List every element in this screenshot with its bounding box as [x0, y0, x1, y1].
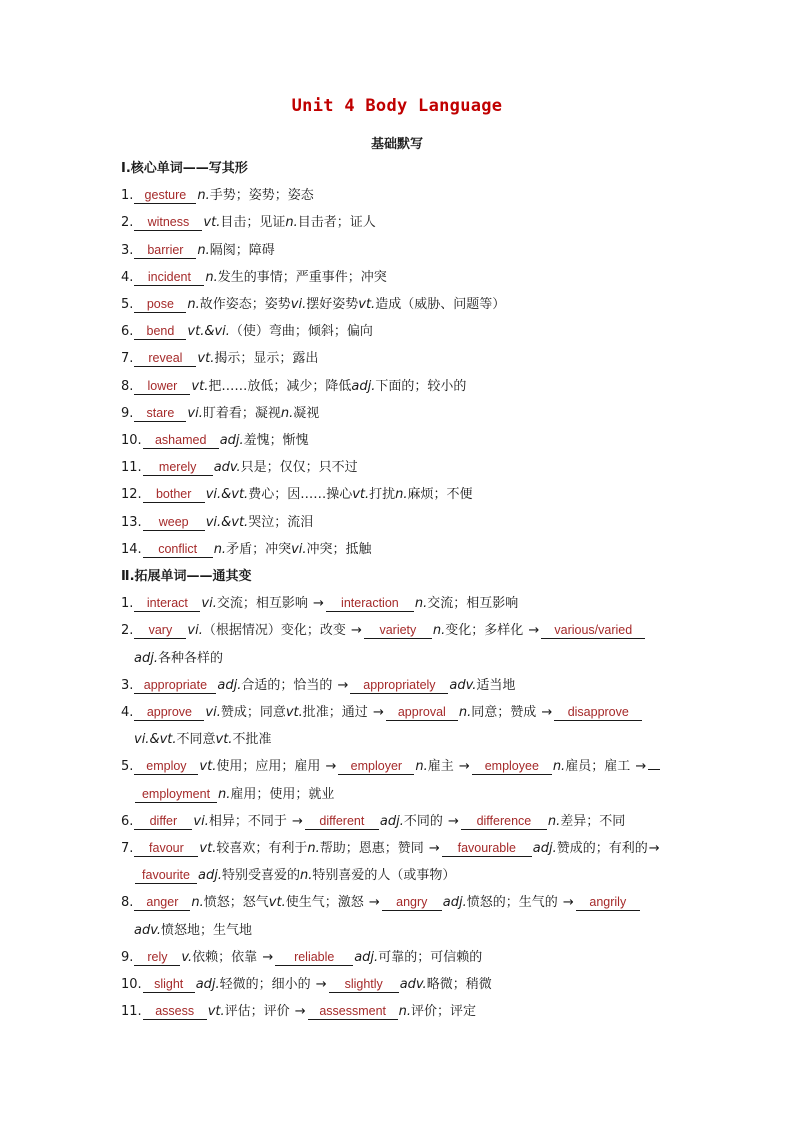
part-of-speech: vt. [199, 841, 217, 856]
part-of-speech: vt. [207, 1004, 225, 1020]
arrow-icon: → [372, 705, 384, 720]
line-text: 赞成；同意 [220, 705, 286, 720]
section-heading [121, 160, 248, 178]
line-text: 9. [121, 949, 134, 965]
line-text: 7. [121, 841, 134, 856]
answer-blank: approval [386, 705, 458, 721]
part-of-speech: vt. [215, 732, 233, 748]
part-of-speech: n. [432, 623, 446, 639]
line-text: 4. [121, 705, 134, 720]
exercise-line [121, 187, 314, 205]
answer-blank: appropriate [134, 678, 216, 694]
exercise-line [121, 432, 309, 450]
exercise-line [121, 1003, 476, 1021]
answer-blank: favour [134, 841, 198, 857]
arrow-icon: → [325, 759, 337, 775]
part-of-speech: n. [307, 841, 320, 856]
line-text: 雇员；雇工 [565, 759, 635, 775]
line-text: 目击者；证人 [297, 215, 376, 231]
part-of-speech: vt. [203, 215, 221, 231]
line-text: 14. [121, 541, 142, 557]
answer-blank: favourable [442, 841, 532, 857]
exercise-line [121, 486, 473, 504]
line-text: 不同的 [403, 813, 447, 829]
answer-blank: employment [135, 787, 217, 803]
answer-blank: bend [134, 324, 186, 340]
answer-blank: disapprove [554, 705, 642, 721]
exercise-line-continued [134, 867, 455, 885]
answer-blank: different [305, 814, 379, 830]
line-text: 交流；相互影响 [216, 596, 312, 612]
exercise-line [121, 677, 515, 695]
part-of-speech: v. [181, 949, 193, 965]
arrow-icon: → [448, 813, 459, 829]
part-of-speech: n. [458, 705, 472, 720]
exercise-line [121, 595, 518, 613]
exercise-line [121, 622, 646, 640]
part-of-speech: vi. [205, 705, 221, 720]
part-of-speech: vt. [199, 759, 217, 775]
line-text: 凝视 [293, 405, 320, 421]
line-text: 5. [121, 759, 134, 775]
exercise-line [121, 813, 625, 831]
answer-blank: favourite [135, 868, 197, 884]
line-text: 6. [121, 813, 134, 829]
part-of-speech: adj. [354, 949, 379, 965]
page-title: Unit 4 Body Language [291, 96, 503, 116]
arrow-icon: → [312, 596, 324, 612]
part-of-speech: n. [187, 297, 200, 312]
line-text: 4. [121, 269, 134, 285]
page-subtitle: 基础默写 [370, 137, 423, 152]
part-of-speech: adj. [532, 841, 557, 856]
arrow-icon: → [291, 813, 303, 829]
part-of-speech: adj. [134, 650, 158, 666]
part-of-speech: vt. [358, 297, 376, 312]
part-of-speech: vt. [191, 378, 209, 394]
answer-blank: pose [134, 297, 186, 313]
part-of-speech: vi. [187, 623, 203, 639]
part-of-speech: vt. [352, 487, 370, 503]
exercise-line [121, 514, 313, 532]
arrow-icon: → [368, 895, 380, 911]
answer-blank: reliable [275, 950, 353, 966]
part-of-speech: adv. [134, 922, 161, 938]
exercise-line [121, 323, 373, 341]
part-of-speech: vi.&vt. [205, 514, 249, 530]
line-text: 10. [121, 433, 142, 448]
exercise-line [121, 350, 318, 368]
exercise-line-continued [134, 731, 271, 749]
answer-blank: merely [143, 460, 213, 476]
answer-blank: employ [134, 759, 198, 775]
exercise-line-continued [134, 922, 252, 940]
exercise-line-continued [134, 650, 223, 668]
line-text: 10. [121, 977, 142, 992]
arrow-icon: → [294, 1004, 306, 1020]
line-text: 哭泣；流泪 [248, 514, 314, 530]
line-text: 1. [121, 596, 134, 612]
answer-blank: weep [143, 515, 205, 531]
line-text: 变化；多样化 [445, 623, 528, 639]
exercise-line [121, 296, 505, 314]
part-of-speech: n. [299, 868, 313, 884]
part-of-speech: n. [547, 813, 561, 829]
exercise-line-continued [134, 786, 334, 804]
part-of-speech: adj. [219, 433, 244, 448]
line-text: 3. [121, 677, 134, 693]
exercise-line [121, 949, 482, 967]
line-text: 略微；稍微 [426, 977, 492, 992]
answer-blank: assessment [308, 1004, 398, 1020]
part-of-speech: vi. [187, 405, 203, 421]
line-text: 1. [121, 188, 134, 204]
answer-blank: incident [134, 270, 204, 286]
answer-blank: reveal [134, 351, 196, 367]
line-text: 揭示；显示；露出 [214, 351, 319, 367]
part-of-speech: n. [280, 405, 294, 421]
line-text: 可靠的；可信赖的 [378, 949, 483, 965]
part-of-speech: adj. [217, 677, 242, 693]
line-text: 把……放低；减少；降低 [208, 378, 352, 394]
answer-blank: appropriately [350, 678, 448, 694]
line-text: 隔阂；障碍 [209, 242, 275, 258]
answer-blank: assess [143, 1004, 207, 1020]
line-text: 2. [121, 215, 134, 231]
part-of-speech: n. [213, 541, 227, 557]
part-of-speech: n. [398, 1004, 412, 1020]
line-text: 雇主 [427, 759, 458, 775]
answer-blank: bother [143, 487, 205, 503]
answer-blank: conflict [143, 542, 213, 558]
arrow-icon: → [635, 759, 647, 775]
arrow-icon: → [648, 841, 660, 856]
line-text: 7. [121, 351, 134, 367]
line-text: 8. [121, 378, 134, 394]
part-of-speech: n. [414, 596, 428, 612]
line-text: 冲突；抵触 [306, 541, 372, 557]
line-text: 2. [121, 623, 134, 639]
line-text: 特别喜爱的人（或事物） [312, 868, 456, 884]
exercise-line [121, 242, 275, 260]
line-text: 使用；应用；雇用 [216, 759, 325, 775]
part-of-speech: adv. [213, 460, 241, 476]
part-of-speech: n. [205, 269, 218, 285]
line-text: 3. [121, 242, 134, 258]
line-text: 目击；见证 [220, 215, 286, 231]
line-text: 矛盾；冲突 [226, 541, 292, 557]
exercise-line [121, 541, 372, 559]
answer-blank: employee [472, 759, 552, 775]
part-of-speech: adv. [449, 677, 477, 693]
line-text: 轻微的；细小的 [219, 977, 315, 992]
line-text: 不同意 [176, 732, 216, 748]
part-of-speech: n. [191, 895, 204, 911]
section-heading-text: Ⅰ.核心单词——写其形 [121, 161, 248, 176]
part-of-speech: vt. [197, 351, 215, 367]
exercise-line [121, 378, 466, 396]
line-text: 13. [121, 514, 142, 530]
arrow-icon: → [458, 759, 470, 775]
answer-blank: gesture [134, 188, 196, 204]
line-text: 只是；仅仅；只不过 [240, 460, 358, 476]
line-text: 造成（威胁、问题等） [375, 297, 506, 312]
part-of-speech: vi.&vt. [134, 732, 177, 748]
line-text: 特别受喜爱的 [221, 868, 300, 884]
line-text: 11. [121, 460, 142, 476]
line-text: （根据情况）变化；改变 [202, 623, 350, 639]
answer-blank: interact [134, 596, 200, 612]
section-heading [121, 568, 252, 586]
line-text: 交流；相互影响 [427, 596, 519, 612]
part-of-speech: adj. [351, 378, 376, 394]
part-of-speech: vi. [193, 813, 209, 829]
answer-blank: approve [134, 705, 204, 721]
part-of-speech: adj. [195, 977, 220, 992]
part-of-speech: vi. [291, 541, 307, 557]
line-text: 麻烦；不便 [407, 487, 473, 503]
line-text: 愤怒的；生气的 [466, 895, 562, 911]
line-text: 相异；不同于 [208, 813, 291, 829]
exercise-line [121, 459, 358, 477]
answer-blank: difference [461, 814, 547, 830]
answer-blank: stare [134, 406, 186, 422]
line-text: 同意；赞成 [471, 705, 541, 720]
line-text: 打扰 [369, 487, 396, 503]
answer-blank: anger [134, 895, 190, 911]
answer-blank: vary [134, 623, 186, 639]
line-text: 盯着看；凝视 [202, 405, 281, 421]
line-text: 故作姿态；姿势 [199, 297, 291, 312]
answer-blank: angrily [576, 895, 640, 911]
part-of-speech: adj. [198, 868, 222, 884]
line-text: 适当地 [476, 677, 516, 693]
part-of-speech: vi. [290, 297, 307, 312]
part-of-speech: vt. [268, 895, 286, 911]
answer-blank: slight [143, 977, 195, 993]
arrow-icon: → [528, 623, 540, 639]
line-text: 愤怒；怒气 [203, 895, 269, 911]
answer-blank: rely [134, 950, 180, 966]
answer-blank: slightly [329, 977, 399, 993]
answer-blank: lower [134, 379, 190, 395]
line-text: 羞愧；惭愧 [243, 433, 309, 448]
line-text: 各种各样的 [157, 650, 223, 666]
answer-blank: differ [134, 814, 192, 830]
answer-blank: various/varied [541, 623, 645, 639]
arrow-icon: → [337, 677, 349, 693]
part-of-speech: vt. [285, 705, 303, 720]
part-of-speech: n. [552, 759, 566, 775]
line-text: 不批准 [232, 732, 272, 748]
line-text: 下面的；较小的 [375, 378, 467, 394]
line-text: 5. [121, 297, 134, 312]
line-text: 赞成的；有利的 [556, 841, 648, 856]
arrow-icon: → [315, 977, 327, 992]
exercise-line [121, 894, 641, 912]
answer-blank: variety [364, 623, 432, 639]
answer-blank: angry [382, 895, 442, 911]
line-text: 12. [121, 487, 142, 503]
answer-blank: barrier [134, 243, 196, 259]
arrow-icon: → [262, 949, 274, 965]
line-text: 评估；评价 [224, 1004, 294, 1020]
line-text: 使生气；激怒 [285, 895, 368, 911]
line-text: 愤怒地；生气地 [160, 922, 252, 938]
line-text: 较喜欢；有利于 [216, 841, 308, 856]
line-text: 雇用；使用；就业 [230, 786, 335, 802]
part-of-speech: adj. [442, 895, 467, 911]
exercise-line [121, 840, 661, 858]
line-text: 11. [121, 1004, 142, 1020]
line-text: 评价；评定 [411, 1004, 477, 1020]
line-text: 合适的；恰当的 [241, 677, 337, 693]
answer-blank: employer [338, 759, 414, 775]
part-of-speech: n. [395, 487, 408, 503]
part-of-speech: n. [197, 188, 210, 204]
part-of-speech: n. [197, 242, 210, 258]
part-of-speech: n. [285, 215, 298, 231]
arrow-icon: → [350, 623, 362, 639]
answer-blank: witness [134, 215, 202, 231]
part-of-speech: adj. [379, 813, 404, 829]
answer-blank: ashamed [143, 433, 219, 449]
line-text: 发生的事情；严重事件；冲突 [217, 269, 387, 285]
line-text: 6. [121, 324, 134, 340]
exercise-line [121, 758, 661, 776]
answer-blank: interaction [326, 596, 414, 612]
line-text: 依赖；依靠 [192, 949, 262, 965]
exercise-line [121, 704, 643, 722]
part-of-speech: n. [218, 786, 231, 802]
exercise-line [121, 214, 376, 232]
arrow-icon: → [428, 841, 440, 856]
answer-blank [648, 769, 660, 770]
part-of-speech: adv. [399, 977, 427, 992]
line-text: 9. [121, 405, 134, 421]
part-of-speech: vt.&vi. [187, 324, 230, 340]
line-text: 差异；不同 [560, 813, 626, 829]
arrow-icon: → [541, 705, 553, 720]
line-text: 批准；通过 [302, 705, 372, 720]
part-of-speech: n. [415, 759, 428, 775]
exercise-line [121, 405, 319, 423]
line-text: 8. [121, 895, 134, 911]
part-of-speech: vi.&vt. [205, 487, 249, 503]
section-heading-text: Ⅱ.拓展单词——通其变 [121, 569, 252, 584]
line-text: 费心；因……操心 [248, 487, 353, 503]
line-text: （使）弯曲；倾斜；偏向 [229, 324, 373, 340]
exercise-line [121, 976, 492, 994]
part-of-speech: vi. [201, 596, 217, 612]
line-text: 摆好姿势 [306, 297, 359, 312]
exercise-line [121, 269, 387, 287]
line-text: 手势；姿势；姿态 [209, 188, 314, 204]
line-text: 帮助；恩惠；赞同 [319, 841, 428, 856]
arrow-icon: → [562, 895, 574, 911]
